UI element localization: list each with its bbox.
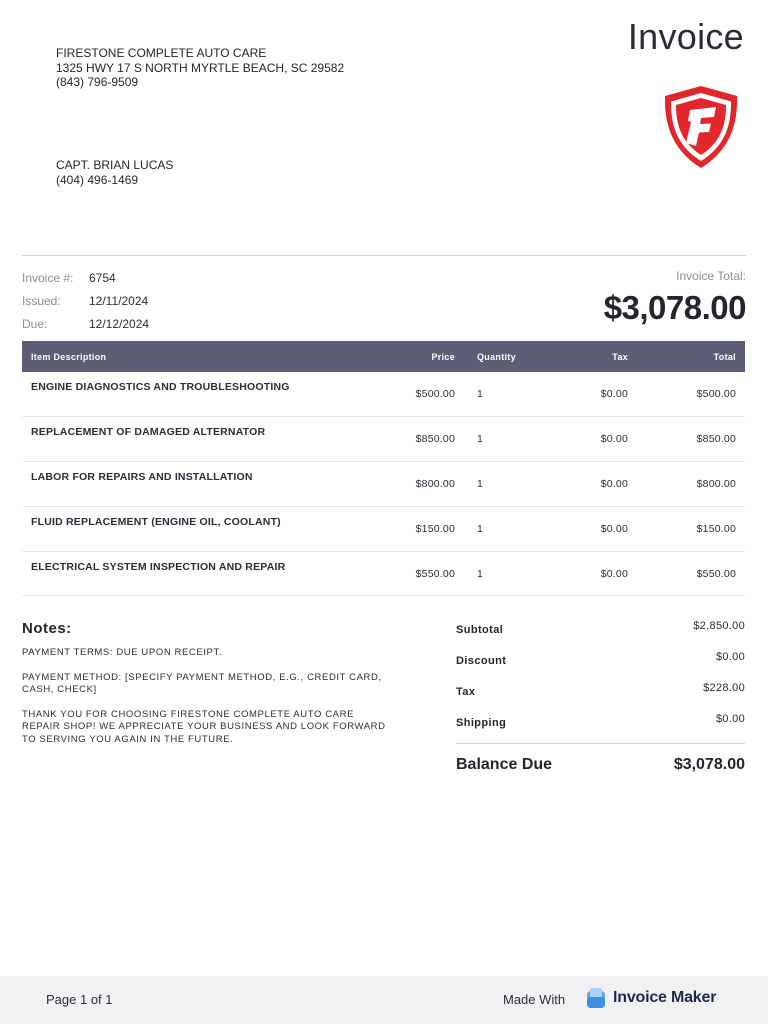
item-description: ENGINE DIAGNOSTICS AND TROUBLESHOOTING <box>22 372 401 417</box>
issued-date: 12/11/2024 <box>89 293 149 308</box>
note-payment-method: PAYMENT METHOD: [SPECIFY PAYMENT METHOD, E.G., CREDIT CARD, CASH, CHECK] <box>22 671 382 695</box>
item-tax: $0.00 <box>584 506 654 551</box>
note-thank-you: THANK YOU FOR CHOOSING FIRESTONE COMPLETE AUTO CARE REPAIR SHOP! WE APPRECIATE YOUR BUSINESS AND LOOK FORWARD TO SERVING YOU AGAIN IN THE FUTURE. <box>22 708 386 745</box>
discount-label: Discount <box>456 655 507 667</box>
company-block <box>56 46 344 90</box>
table-row <box>22 551 745 596</box>
balance-due-label: Balance Due <box>456 756 553 773</box>
subtotal-label: Subtotal <box>456 624 504 636</box>
made-with-label: Made With <box>503 992 566 1007</box>
invoice-maker-brand[interactable]: Invoice Maker <box>613 989 717 1006</box>
item-total: $150.00 <box>654 506 745 551</box>
discount-row <box>456 651 745 682</box>
header-total: Total <box>713 351 736 362</box>
tax-label: Tax <box>456 686 476 698</box>
items-table-header <box>22 341 745 372</box>
balance-due-row <box>456 756 745 774</box>
table-row <box>22 417 745 462</box>
item-price: $800.00 <box>401 462 477 507</box>
tax-row <box>456 682 745 713</box>
invoice-meta <box>22 266 149 335</box>
client-name: CAPT. BRIAN LUCAS <box>56 158 174 172</box>
issued-label: Issued: <box>22 293 61 308</box>
header-description: Item Description <box>31 351 107 362</box>
item-tax: $0.00 <box>584 372 654 417</box>
item-description: ELECTRICAL SYSTEM INSPECTION AND REPAIR <box>22 551 401 596</box>
item-description: FLUID REPLACEMENT (ENGINE OIL, COOLANT) <box>22 506 401 551</box>
item-tax: $0.00 <box>584 551 654 596</box>
notes-section <box>22 620 392 758</box>
subtotal-row <box>456 620 745 651</box>
company-address: 1325 HWY 17 S NORTH MYRTLE BEACH, SC 29582 <box>56 60 345 75</box>
tax-value: $228.00 <box>703 682 745 694</box>
invoice-title: Invoice <box>627 16 744 57</box>
firestone-logo-icon <box>661 84 741 170</box>
item-quantity: 1 <box>477 462 584 507</box>
due-date: 12/12/2024 <box>89 316 150 331</box>
shipping-row <box>456 713 745 744</box>
issued-row <box>22 289 149 312</box>
due-label: Due: <box>22 316 48 331</box>
item-price: $150.00 <box>401 506 477 551</box>
subtotal-value: $2,850.00 <box>693 620 745 632</box>
item-description: LABOR FOR REPAIRS AND INSTALLATION <box>22 462 401 507</box>
item-quantity: 1 <box>477 506 584 551</box>
item-price: $550.00 <box>401 551 477 596</box>
item-description: REPLACEMENT OF DAMAGED ALTERNATOR <box>22 417 401 462</box>
table-row <box>22 372 745 417</box>
table-row <box>22 462 745 507</box>
item-total: $500.00 <box>654 372 745 417</box>
item-price: $500.00 <box>401 372 477 417</box>
due-row <box>22 312 149 335</box>
item-tax: $0.00 <box>584 462 654 507</box>
client-phone: (404) 496-1469 <box>56 172 139 187</box>
balance-due-value: $3,078.00 <box>673 756 745 773</box>
client-block <box>56 158 173 187</box>
invoice-number-label: Invoice #: <box>22 270 74 285</box>
items-table <box>22 341 745 596</box>
invoice-total-amount: $3,078.00 <box>603 289 746 326</box>
shipping-value: $0.00 <box>715 713 745 725</box>
page-number: Page 1 of 1 <box>46 992 113 1007</box>
item-tax: $0.00 <box>584 417 654 462</box>
shipping-label: Shipping <box>456 717 507 729</box>
header-quantity: Quantity <box>477 351 516 362</box>
item-quantity: 1 <box>477 372 584 417</box>
table-row <box>22 506 745 551</box>
item-quantity: 1 <box>477 551 584 596</box>
discount-value: $0.00 <box>715 651 745 663</box>
item-quantity: 1 <box>477 417 584 462</box>
header-tax: Tax <box>612 351 628 362</box>
note-payment-terms: PAYMENT TERMS: DUE UPON RECEIPT. <box>22 647 223 658</box>
invoice-number: 6754 <box>89 270 116 285</box>
company-name: FIRESTONE COMPLETE AUTO CARE <box>56 46 267 60</box>
totals-summary <box>456 620 745 774</box>
page-footer <box>0 976 768 1024</box>
item-total: $800.00 <box>654 462 745 507</box>
item-price: $850.00 <box>401 417 477 462</box>
notes-title: Notes: <box>22 620 72 637</box>
item-total: $550.00 <box>654 551 745 596</box>
company-phone: (843) 796-9509 <box>56 75 139 89</box>
invoice-total-label: Invoice Total: <box>676 269 746 283</box>
item-total: $850.00 <box>654 417 745 462</box>
header-price: Price <box>431 351 455 362</box>
invoice-maker-icon <box>586 987 606 1009</box>
header-divider <box>22 255 746 256</box>
invoice-number-row <box>22 266 149 289</box>
